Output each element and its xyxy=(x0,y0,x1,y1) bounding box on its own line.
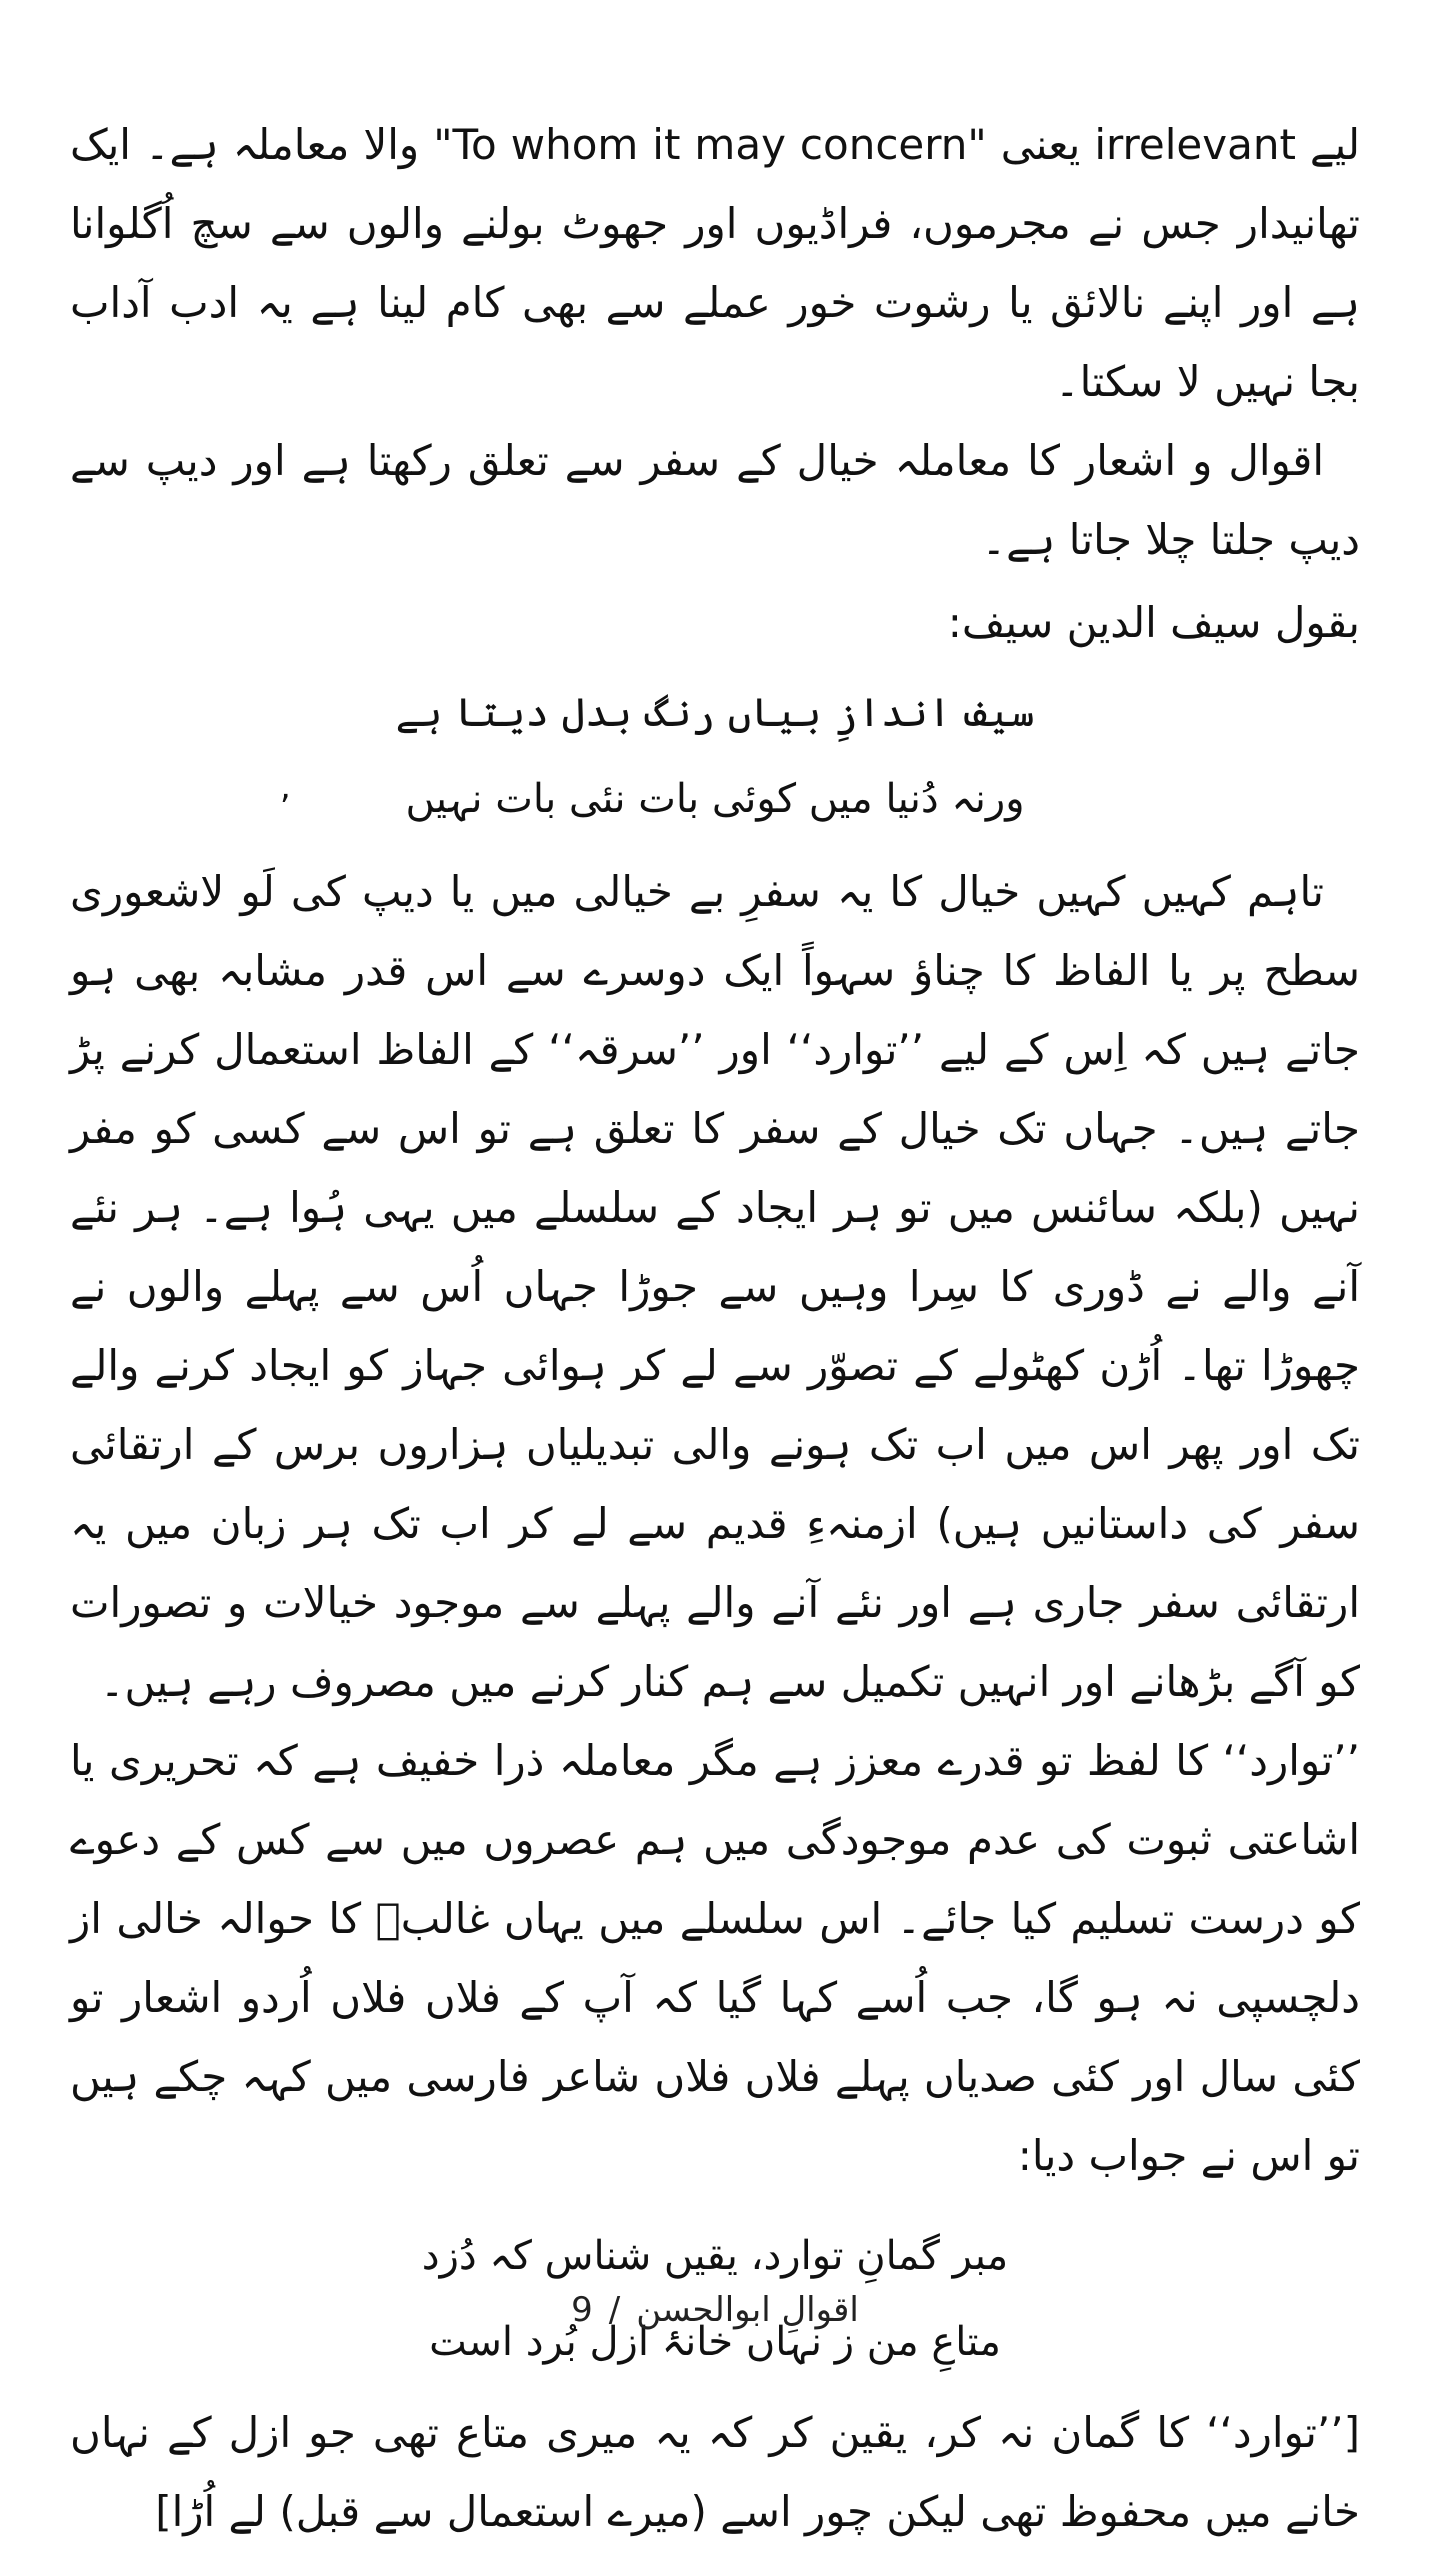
verse-line-2: ورنہ دُنیا میں کوئی بات نئی بات نہیں xyxy=(405,776,1025,822)
body-text xyxy=(70,105,1360,2551)
verse-mark: , xyxy=(280,767,291,807)
page-number: 9 xyxy=(571,2290,593,2330)
footer-separator: / xyxy=(608,2290,621,2330)
paragraph-intro: لیے irrelevant یعنی "To whom it may concern" والا معاملہ ہے۔ ایک تھانیدار جس نے مجرموں، فراڈیوں اور جھوٹ بولنے والوں سے سچ اُگلوانا ہے اور اپنے نالائق یا رشوت خور عملے سے بھی کام لینا ہے یہ ادب آداب بجا نہیں لا سکتا۔ xyxy=(70,120,1361,406)
persian-verse-line-1: مبر گمانِ توارد، یقیں شناس کہ دُزد xyxy=(421,2233,1009,2279)
verse-translation-note: [’’توارد‘‘ کا گمان نہ کر، یقین کر کہ یہ میری متاع تھی جو ازل کے نہاں خانے میں محفوظ تھی لیکن چور اسے (میرے استعمال سے قبل) لے اُڑا] xyxy=(70,2408,1360,2536)
paragraph-tawarud: تاہم کہیں کہیں خیال کا یہ سفرِ بے خیالی میں یا دیپ کی لَو لاشعوری سطح پر یا الفاظ کا چناؤ سہواً ایک دوسرے سے اس قدر مشابہ بھی ہو جاتے ہیں کہ اِس کے لیے ’’توارد‘‘ اور ’’سرقہ‘‘ کے الفاظ استعمال کرنے پڑ جاتے ہیں۔ جہاں تک خیال کے سفر کا تعلق ہے تو اس سے کسی کو مفر نہیں (بلکہ سائنس میں تو ہر ایجاد کے سلسلے میں یہی ہُوا ہے۔ ہر نئے آنے والے نے ڈوری کا سِرا وہیں سے جوڑا جہاں اُس سے پہلے والوں نے چھوڑا تھا۔ اُڑن کھٹولے کے تصوّر سے لے کر ہوائی جہاز کو ایجاد کرنے والے تک اور پھر اس میں اب تک ہونے والی تبدیلیاں ہزاروں برس کے ارتقائی سفر کی داستانیں ہیں) ازمنہءِ قدیم سے لے کر اب تک ہر زبان میں یہ ارتقائی سفر جاری ہے اور نئے آنے والے پہلے سے موجود خیالات و تصورات کو آگے بڑھانے اور انہیں تکمیل سے ہم کنار کرنے میں مصروف رہے ہیں۔ xyxy=(70,867,1360,1706)
page-footer xyxy=(70,2290,1360,2330)
verse-block-1 xyxy=(70,670,1360,842)
document-page xyxy=(70,105,1361,2536)
quote-intro-line: بقول سیف الدین سیف: xyxy=(947,598,1360,647)
book-title: اقوالِ ابوالحسن xyxy=(636,2290,859,2330)
paragraph-ghalib-reference: ’’توارد‘‘ کا لفظ تو قدرے معزز ہے مگر معاملہ ذرا خفیف ہے کہ تحریری یا اشاعتی ثبوت کی عدم موجودگی میں ہم عصروں میں سے کس کے دعوے کو درست تسلیم کیا جائے۔ اس سلسلے میں یہاں غالبؔ کا حوالہ خالی از دلچسپی نہ ہو گا، جب اُسے کہا گیا کہ آپ کے فلاں فلاں اُردو اشعار تو کئی سال اور کئی صدیاں پہلے فلاں فلاں شاعر فارسی میں کہہ چکے ہیں تو اس نے جواب دیا: xyxy=(70,1736,1360,2180)
persian-verse-line-2: متاعِ من ز نہاں خانۂ ازل بُرد است xyxy=(429,2319,1001,2365)
footer-inner xyxy=(571,2290,859,2330)
paragraph-thought-journey: اقوال و اشعار کا معاملہ خیال کے سفر سے تعلق رکھتا ہے اور دیپ سے دیپ جلتا چلا جاتا ہے۔ xyxy=(70,436,1360,564)
verse-line-1: سیف اندازِ بیاں رنگ بدل دیتا ہے xyxy=(395,690,1035,736)
